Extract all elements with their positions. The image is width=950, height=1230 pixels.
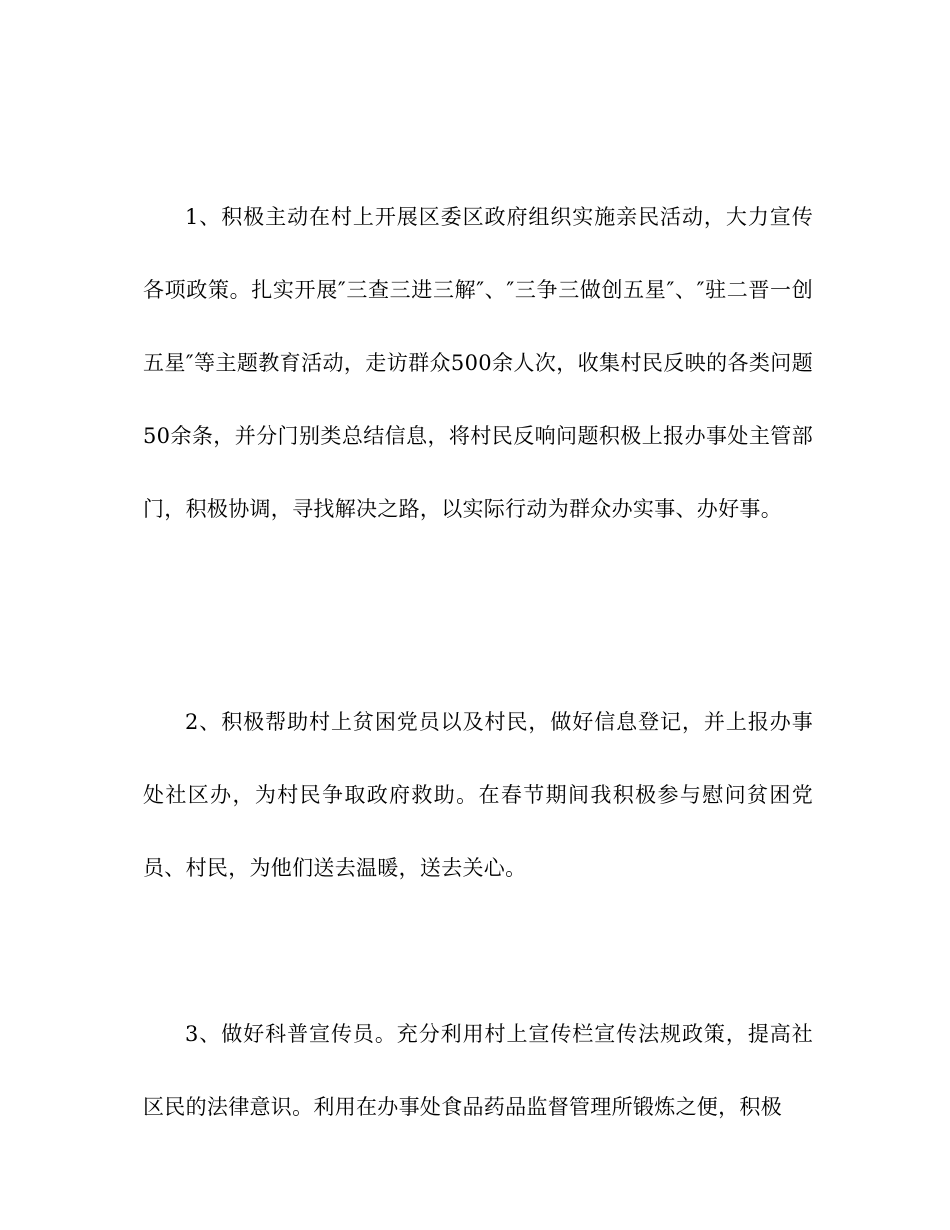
- paragraph-3: 3、做好科普宣传员。充分利用村上宣传栏宣传法规政策，提高社区民的法律意识。利用在办事处食品药品监督管理所锻炼之便，积极: [143, 1022, 813, 1119]
- paragraph-1: 1、积极主动在村上开展区委区政府组织实施亲民活动，大力宣传各项政策。扎实开展″三查三进三解″、″三争三做创五星″、″驻二晋一创五星″等主题教育活动，走访群众500余人次，收集村民反映的各类问题50余条，并分门别类总结信息，将村民反响问题积极上报办事处主管部门，积极协调，寻找解决之路，以实际行动为群众办实事、办好事。: [143, 205, 813, 521]
- paragraph-2: 2、积极帮助村上贫困党员以及村民，做好信息登记，并上报办事处社区办，为村民争取政府救助。在春节期间我积极参与慰问贫困党员、村民，为他们送去温暖，送去关心。: [143, 710, 813, 880]
